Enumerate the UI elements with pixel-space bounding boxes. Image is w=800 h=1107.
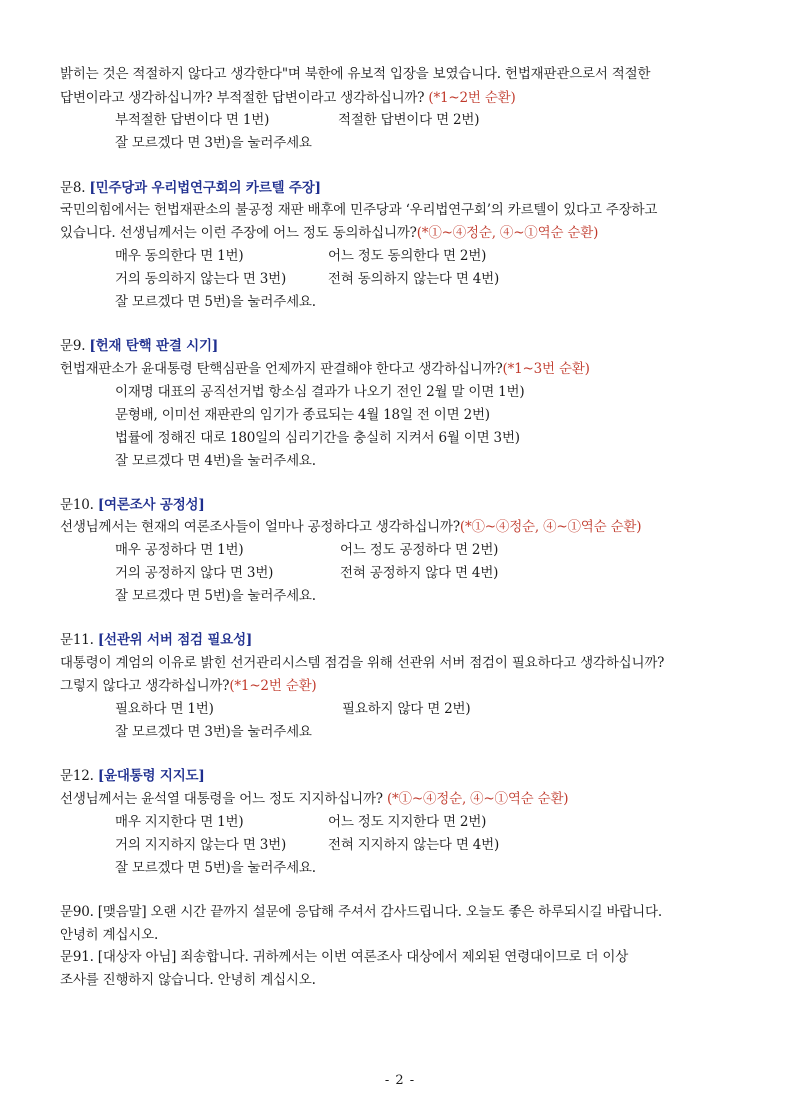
q90-line2: 안녕히 계십시오. <box>60 927 159 943</box>
q8-line1: 국민의힘에서는 헌법재판소의 불공정 재판 배후에 민주당과 ‘우리법연구회’의 카르텔이 있다고 주장하고 <box>60 202 658 218</box>
q11-option-2: 필요하지 않다 면 2번) <box>342 701 471 717</box>
q8-heading <box>60 177 321 199</box>
q11-option-1: 필요하다 면 1번) <box>115 701 214 717</box>
q9-title: [헌재 탄핵 판결 시기] <box>89 338 219 354</box>
q7-line2-text: 답변이라고 생각하십니까? 부적절한 답변이라고 생각하십니까? <box>60 90 429 106</box>
q10-line1-text: 선생님께서는 현재의 여론조사들이 얼마나 공정하다고 생각하십니까? <box>60 519 460 535</box>
q8-option-2: 어느 정도 동의한다 면 2번) <box>328 248 487 264</box>
q8-option-5: 잘 모르겠다 면 5번)을 눌러주세요. <box>115 294 316 310</box>
q10-number: 문10. <box>60 497 98 513</box>
q11-rotation-note: (*1~2번 순환) <box>229 678 317 694</box>
q8-number: 문8. <box>60 180 90 196</box>
q12-rotation-note: (*①~④정순, ④~①역순 순환) <box>386 791 569 807</box>
q10-option-2: 어느 정도 공정하다 면 2번) <box>340 542 499 558</box>
q9-option-3: 법률에 정해진 대로 180일의 심리기간을 충실히 지켜서 6월 이면 3번) <box>115 430 520 446</box>
q7-line1: 밝히는 것은 적절하지 않다고 생각한다"며 북한에 유보적 입장을 보였습니다. 헌법재판관으로서 적절한 <box>60 66 651 82</box>
q12-line1-text: 선생님께서는 윤석열 대통령을 어느 정도 지지하십니까? <box>60 791 387 807</box>
q10-line1 <box>60 516 641 538</box>
q7-option-1: 부적절한 답변이다 면 1번) <box>115 112 270 128</box>
page-number: - 2 - <box>384 1073 416 1088</box>
q12-option-2: 어느 정도 지지한다 면 2번) <box>328 814 487 830</box>
q12-option-4: 전혀 지지하지 않는다 면 4번) <box>328 837 500 853</box>
q9-heading <box>60 335 218 357</box>
q7-option-2: 적절한 답변이다 면 2번) <box>338 112 480 128</box>
q9-rotation-note: (*1~3번 순환) <box>502 361 590 377</box>
q12-line1 <box>60 788 568 810</box>
q11-heading <box>60 629 252 651</box>
q12-option-5: 잘 모르겠다 면 5번)을 눌러주세요. <box>115 860 316 876</box>
q11-number: 문11. <box>60 632 98 648</box>
q90-line1: 문90. [맺음말] 오랜 시간 끝까지 설문에 응답해 주셔서 감사드립니다. 오늘도 좋은 하루되시길 바랍니다. <box>60 904 662 920</box>
q8-line2-text: 있습니다. 선생님께서는 이런 주장에 어느 정도 동의하십니까? <box>60 225 417 241</box>
q11-line2-text: 그렇지 않다고 생각하십니까? <box>60 678 230 694</box>
q9-option-1: 이재명 대표의 공직선거법 항소심 결과가 나오기 전인 2월 말 이면 1번) <box>115 384 525 400</box>
q10-heading <box>60 494 205 516</box>
q9-option-2: 문형배, 이미선 재판관의 임기가 종료되는 4월 18일 전 이면 2번) <box>115 407 490 423</box>
q10-option-3: 거의 공정하지 않다 면 3번) <box>115 565 274 581</box>
q8-option-4: 전혀 동의하지 않는다 면 4번) <box>328 271 500 287</box>
q9-number: 문9. <box>60 338 90 354</box>
q91-line2: 조사를 진행하지 않습니다. 안녕히 계십시오. <box>60 972 316 988</box>
q7-option-3: 잘 모르겠다 면 3번)을 눌러주세요 <box>115 135 312 151</box>
q11-title: [선관위 서버 점검 필요성] <box>97 632 253 648</box>
q10-rotation-note: (*①~④정순, ④~①역순 순환) <box>459 519 642 535</box>
q10-option-4: 전혀 공정하지 않다 면 4번) <box>340 565 499 581</box>
q11-line1: 대통령이 계엄의 이유로 밝힌 선거관리시스템 점검을 위해 선관위 서버 점검이 필요하다고 생각하십니까? <box>60 655 665 671</box>
q9-line1-text: 헌법재판소가 윤대통령 탄핵심판을 언제까지 판결해야 한다고 생각하십니까? <box>60 361 503 377</box>
q10-option-1: 매우 공정하다 면 1번) <box>115 542 244 558</box>
q8-option-1: 매우 동의한다 면 1번) <box>115 248 244 264</box>
q11-option-3: 잘 모르겠다 면 3번)을 눌러주세요 <box>115 724 312 740</box>
q12-option-3: 거의 지지하지 않는다 면 3번) <box>115 837 287 853</box>
q8-rotation-note: (*①~④정순, ④~①역순 순환) <box>416 225 599 241</box>
q11-line2 <box>60 675 317 697</box>
q7-line2 <box>60 87 516 109</box>
q8-line2 <box>60 222 598 244</box>
q10-title: [여론조사 공정성] <box>97 497 205 513</box>
q8-option-3: 거의 동의하지 않는다 면 3번) <box>115 271 287 287</box>
q12-option-1: 매우 지지한다 면 1번) <box>115 814 244 830</box>
q9-option-4: 잘 모르겠다 면 4번)을 눌러주세요. <box>115 453 316 469</box>
q12-title: [윤대통령 지지도] <box>97 768 205 784</box>
q8-title: [민주당과 우리법연구회의 카르텔 주장] <box>89 180 321 196</box>
q7-rotation-note: (*1~2번 순환) <box>428 90 516 106</box>
q10-option-5: 잘 모르겠다 면 5번)을 눌러주세요. <box>115 588 316 604</box>
q12-heading <box>60 765 205 787</box>
q9-line1 <box>60 358 590 380</box>
q12-number: 문12. <box>60 768 98 784</box>
q91-line1: 문91. [대상자 아님] 죄송합니다. 귀하께서는 이번 여론조사 대상에서 제외된 연령대이므로 더 이상 <box>60 949 629 965</box>
